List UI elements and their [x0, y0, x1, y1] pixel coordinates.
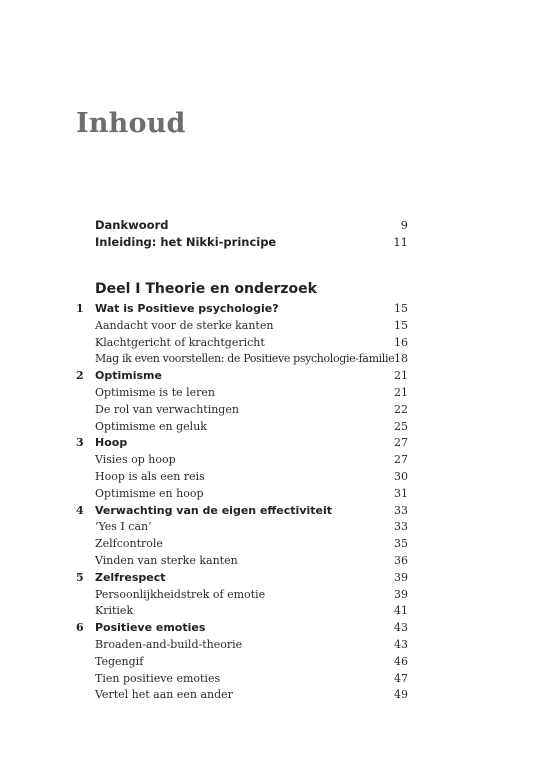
toc-chapter-row [76, 620, 408, 637]
page-number: 16 [394, 335, 408, 349]
section-title: Persoonlijkheidstrek of emotie [95, 587, 266, 601]
chapter-number: 6 [76, 621, 84, 635]
page-number: 49 [394, 688, 408, 702]
page-number: 18 [394, 352, 408, 366]
toc-chapter-row [76, 368, 408, 385]
front-matter-entry-introduction [95, 234, 408, 251]
page-title: Inhoud [76, 108, 186, 139]
chapter-title: Hoop [95, 436, 128, 450]
section-title: Optimisme en hoop [95, 486, 204, 500]
toc-section-row [76, 385, 408, 402]
page-number: 25 [394, 419, 408, 433]
chapter-number: 5 [76, 570, 84, 584]
page-number: 27 [394, 453, 408, 467]
toc-section-row [76, 553, 408, 570]
toc-section-row [76, 419, 408, 436]
section-title: Vinden van sterke kanten [95, 553, 238, 567]
page-number: 15 [394, 318, 408, 332]
part-heading: Deel I Theorie en onderzoek [95, 281, 317, 297]
page-number: 21 [394, 385, 408, 399]
entry-page-number: 9 [400, 218, 408, 232]
section-title: Hoop is als een reis [95, 469, 205, 483]
section-title: Kritiek [95, 604, 134, 618]
toc-chapter-row [76, 503, 408, 520]
toc-section-row [76, 351, 408, 368]
page-number: 30 [394, 469, 408, 483]
chapter-number: 3 [76, 436, 84, 450]
section-title: De rol van verwachtingen [95, 402, 239, 416]
chapter-title: Zelfrespect [95, 570, 166, 584]
toc-section-row [76, 536, 408, 553]
front-matter-list [95, 217, 408, 251]
section-title: Vertel het aan een ander [95, 688, 233, 702]
section-title: Aandacht voor de sterke kanten [95, 318, 274, 332]
toc-section-row [76, 603, 408, 620]
page-number: 21 [394, 369, 408, 383]
section-title: Tien positieve emoties [95, 671, 221, 685]
section-title: Klachtgericht of krachtgericht [95, 335, 265, 349]
page-number: 33 [394, 503, 408, 517]
toc-section-row [76, 637, 408, 654]
toc-section-row [76, 335, 408, 352]
toc-section-row [76, 469, 408, 486]
entry-page-number: 11 [393, 235, 408, 249]
toc-section-row [76, 318, 408, 335]
toc-section-row [76, 587, 408, 604]
entry-label: Inleiding: het Nikki-principe [95, 235, 277, 249]
page-number: 39 [394, 587, 408, 601]
page-number: 43 [394, 637, 408, 651]
page-number: 41 [394, 604, 408, 618]
chapter-title: Verwachting van de eigen effectiviteit [95, 503, 333, 517]
section-title: Visies op hoop [95, 453, 176, 467]
page-number: 31 [394, 486, 408, 500]
chapter-title: Optimisme [95, 369, 162, 383]
front-matter-entry-acknowledgements [95, 217, 408, 234]
section-title: Broaden-and-build-theorie [95, 637, 243, 651]
chapter-number: 4 [76, 503, 84, 517]
page-number: 33 [394, 520, 408, 534]
toc-chapter-row [76, 435, 408, 452]
toc-chapter-row [76, 301, 408, 318]
toc-section-row [76, 452, 408, 469]
table-of-contents [76, 301, 408, 704]
toc-section-row [76, 519, 408, 536]
toc-chapter-row [76, 570, 408, 587]
chapter-title: Positieve emoties [95, 621, 206, 635]
page-number: 36 [394, 553, 408, 567]
toc-section-row [76, 486, 408, 503]
section-title: Zelfcontrole [95, 537, 163, 551]
page-number: 39 [394, 570, 408, 584]
section-title: Optimisme is te leren [95, 385, 215, 399]
toc-section-row [76, 671, 408, 688]
toc-section-row [76, 654, 408, 671]
section-title: Optimisme en geluk [95, 419, 207, 433]
chapter-title: Wat is Positieve psychologie? [95, 302, 279, 315]
page-number: 27 [394, 436, 408, 450]
entry-label: Dankwoord [95, 218, 169, 232]
section-title: Tegengif [95, 654, 144, 668]
section-title: ‘Yes I can’ [95, 520, 152, 534]
page-number: 35 [394, 537, 408, 551]
page-number: 47 [394, 671, 408, 685]
toc-section-row [76, 402, 408, 419]
chapter-number: 1 [76, 302, 84, 315]
page-number: 22 [394, 402, 408, 416]
page-number: 15 [394, 302, 408, 315]
chapter-number: 2 [76, 369, 84, 383]
page-number: 43 [394, 621, 408, 635]
section-title: Mag ik even voorstellen: de Positieve psychologie-familie [95, 352, 395, 366]
toc-section-row [76, 687, 408, 704]
page-number: 46 [394, 654, 408, 668]
